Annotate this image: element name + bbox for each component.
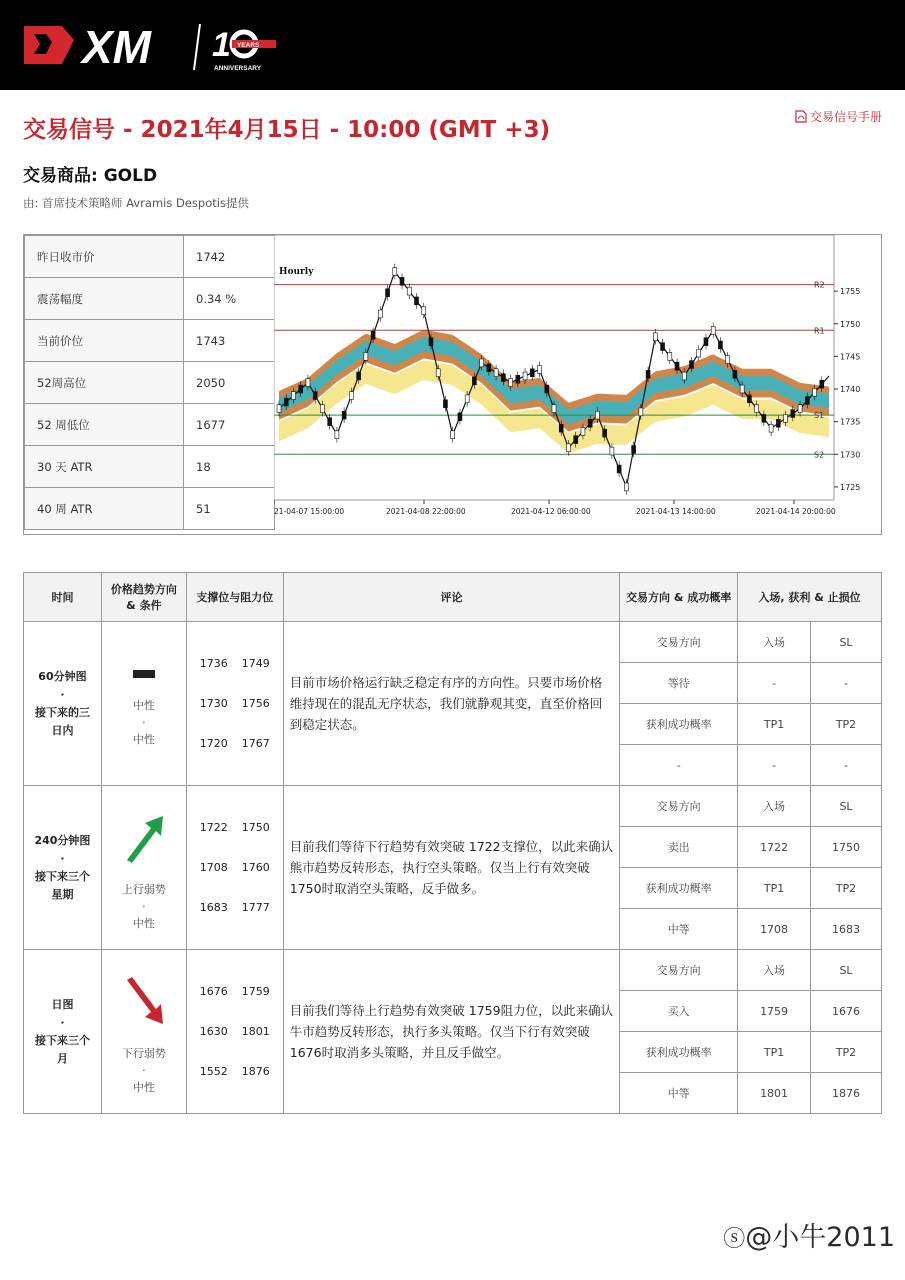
candle-body	[415, 297, 419, 305]
candle-body	[509, 379, 513, 387]
candle-body	[451, 431, 455, 439]
timeframe-line: 接下来三个	[34, 1033, 90, 1047]
stat-label: 震荡幅度	[25, 278, 184, 320]
trend-label: 中性	[132, 732, 155, 746]
candle-body	[617, 465, 621, 473]
signal-grid-cell: 等待	[620, 663, 738, 704]
levels-cell	[186, 622, 283, 786]
trend-label: ·	[142, 715, 146, 729]
signal-grid-cell: 入场	[738, 950, 811, 991]
x-tick-label: 2021-04-14 20:00:00	[756, 507, 836, 516]
candle-body	[776, 419, 780, 427]
support-level: 1676	[199, 984, 228, 998]
level-pair	[187, 808, 283, 848]
support-level: 1683	[199, 900, 228, 914]
candle-body	[697, 349, 701, 357]
stats-row	[25, 278, 275, 320]
candle-body	[422, 307, 426, 315]
header-trend: 价格趋势方向 & 条件	[101, 573, 186, 622]
watermark	[723, 1215, 895, 1254]
level-pair	[187, 644, 283, 684]
levels-cell	[186, 786, 283, 950]
candle-body	[813, 388, 817, 396]
page-title: 交易信号 - 2021年4月15日 - 10:00 (GMT +3)	[23, 117, 551, 143]
svg-text:1: 1	[212, 26, 231, 64]
signal-grid-cell: -	[811, 745, 882, 786]
trend-label: 中性	[132, 916, 155, 930]
candle-body	[595, 411, 599, 419]
candle-body	[805, 397, 809, 405]
level-pair	[187, 1012, 283, 1052]
hourly-chart	[274, 235, 881, 534]
level-pair	[187, 684, 283, 724]
comment-cell: 目前我们等待下行趋势有效突破 1722支撑位，以此来确认熊市趋势反转形态，执行空头策略。仅当上行有效突破1750时取消空头策略，反手做多。	[283, 786, 620, 950]
level-label-s2: S2	[814, 450, 825, 460]
resistance-level: 1759	[241, 984, 270, 998]
stat-label: 当前价位	[25, 320, 184, 362]
signal-grid-cell: 1722	[738, 827, 811, 868]
signal-grid-cell: -	[738, 745, 811, 786]
support-level: 1720	[199, 736, 228, 750]
signal-grid-cell: 1683	[811, 909, 882, 950]
signal-grid-cell: 入场	[738, 786, 811, 827]
levels-cell	[186, 950, 283, 1114]
candle-body	[733, 370, 737, 378]
candle-body	[277, 405, 281, 413]
candle-body	[313, 392, 317, 400]
signal-grid-cell: 交易方向	[620, 950, 738, 991]
signal-grid-cell: 中等	[620, 1073, 738, 1114]
candle-body	[487, 364, 491, 372]
timeframe-line: 接下来三个	[34, 869, 90, 883]
level-label-r1: R1	[814, 326, 825, 336]
stat-value: 0.34 %	[184, 278, 275, 320]
candle-body	[740, 385, 744, 393]
resistance-level: 1749	[241, 656, 270, 670]
y-tick-label: 1740	[840, 385, 861, 395]
stats-row	[25, 362, 275, 404]
signal-grid-cell: TP2	[811, 1032, 882, 1073]
signal-grid-cell: 获利成功概率	[620, 704, 738, 745]
trend-label: 下行弱势	[121, 1046, 166, 1060]
candle-body	[400, 277, 404, 285]
signal-grid-cell: 1759	[738, 991, 811, 1032]
candle-body	[566, 444, 570, 452]
header-levels: 支撑位与阻力位	[186, 573, 283, 622]
red-down-arrow-icon	[102, 976, 186, 1031]
candle-body	[552, 405, 556, 413]
candle-body	[646, 370, 650, 378]
candle-body	[711, 326, 715, 334]
signal-grid-cell: -	[811, 663, 882, 704]
resistance-level: 1756	[241, 696, 270, 710]
candle-body	[588, 419, 592, 427]
candle-body	[545, 385, 549, 393]
candle-body	[407, 287, 411, 295]
x-tick-label: 2021-04-12 06:00:00	[511, 507, 591, 516]
signal-row	[24, 786, 882, 827]
timeframe-cell	[24, 786, 102, 950]
timeframe-line: 240分钟图	[34, 833, 91, 847]
support-level: 1730	[199, 696, 228, 710]
candle-body	[349, 392, 353, 400]
signal-manual-label[interactable]: 交易信号手册	[809, 110, 882, 124]
candle-body	[378, 310, 382, 318]
resistance-level: 1750	[241, 820, 270, 834]
candle-body	[653, 333, 657, 341]
timeframe-cell	[24, 622, 102, 786]
level-pair	[187, 888, 283, 928]
candle-body	[436, 369, 440, 377]
timeframe-line: 接下来的三	[34, 705, 90, 719]
candle-body	[668, 352, 672, 360]
signal-row	[24, 622, 882, 663]
candle-body	[632, 445, 636, 453]
timeframe-line: 日内	[51, 723, 74, 737]
signal-manual-link[interactable]	[795, 108, 882, 125]
candle-body	[704, 338, 708, 346]
green-up-arrow-icon	[102, 812, 186, 867]
candle-body	[516, 375, 520, 383]
svg-text:ANNIVERSARY: ANNIVERSARY	[214, 65, 262, 72]
timeframe-line: 60分钟图	[38, 669, 87, 683]
signal-grid-cell: 1676	[811, 991, 882, 1032]
candle-body	[335, 431, 339, 439]
stat-value: 18	[184, 446, 275, 488]
candle-body	[718, 341, 722, 349]
support-level: 1736	[199, 656, 228, 670]
support-level: 1552	[199, 1064, 228, 1078]
timeframe-line: ·	[60, 687, 65, 701]
signal-grid-cell: 中等	[620, 909, 738, 950]
stat-value: 51	[184, 488, 275, 530]
level-pair	[187, 724, 283, 764]
chart-title: Hourly	[279, 267, 314, 277]
signal-grid-cell: TP1	[738, 704, 811, 745]
resistance-level: 1760	[241, 860, 270, 874]
candle-body	[820, 380, 824, 388]
candle-body	[371, 331, 375, 339]
header-entry: 入场, 获利 & 止损位	[738, 573, 882, 622]
hourly-chart-svg	[274, 235, 881, 534]
signal-grid-cell: TP2	[811, 704, 882, 745]
trend-cell	[101, 786, 186, 950]
signal-grid-cell: -	[620, 745, 738, 786]
comment-cell: 目前市场价格运行缺乏稳定有序的方向性。只要市场价格维持现在的混乱无序状态，我们就静观其变，直至价格回到稳定状态。	[283, 622, 620, 786]
stats-row	[25, 446, 275, 488]
stat-value: 1742	[184, 236, 275, 278]
candle-body	[494, 369, 498, 377]
stat-label: 昨日收市价	[25, 236, 184, 278]
candle-body	[624, 483, 628, 491]
x-tick-label: 2021-04-13 14:00:00	[636, 507, 716, 516]
signal-grid-cell: 入场	[738, 622, 811, 663]
candle-body	[581, 428, 585, 436]
header-direction: 交易方向 & 成功概率	[620, 573, 738, 622]
candle-body	[682, 372, 686, 380]
support-level: 1630	[199, 1024, 228, 1038]
timeframe-line: ·	[60, 851, 65, 865]
signal-grid-cell: 获利成功概率	[620, 868, 738, 909]
level-pair	[187, 972, 283, 1012]
stats-row	[25, 320, 275, 362]
level-label-r2: R2	[814, 280, 825, 290]
stat-label: 52周高位	[25, 362, 184, 404]
candle-body	[465, 395, 469, 403]
candle-body	[690, 361, 694, 369]
y-tick-label: 1735	[840, 417, 861, 427]
level-label-s1: S1	[814, 411, 825, 421]
weibo-icon: ⓢ	[723, 1227, 746, 1252]
candle-body	[458, 413, 462, 421]
candle-body	[472, 377, 476, 385]
candle-body	[755, 405, 759, 413]
signal-grid-cell: -	[738, 663, 811, 704]
candle-body	[784, 414, 788, 422]
resistance-level: 1801	[241, 1024, 270, 1038]
candle-body	[726, 356, 730, 364]
candle-body	[306, 379, 310, 387]
y-tick-label: 1745	[840, 352, 861, 362]
signal-grid-cell: 交易方向	[620, 786, 738, 827]
stat-label: 30 天 ATR	[25, 446, 184, 488]
candle-body	[357, 372, 361, 380]
signal-grid-cell: 1708	[738, 909, 811, 950]
candle-body	[675, 362, 679, 370]
resistance-level: 1876	[241, 1064, 270, 1078]
candle-body	[791, 410, 795, 418]
candle-body	[328, 418, 332, 426]
candle-body	[320, 405, 324, 413]
candle-body	[393, 268, 397, 276]
top-bar	[0, 0, 905, 90]
candle-body	[364, 352, 368, 360]
signal-grid-cell: 1750	[811, 827, 882, 868]
header-time: 时间	[24, 573, 102, 622]
svg-text:YEARS: YEARS	[237, 42, 260, 49]
level-pair	[187, 1052, 283, 1092]
flat-bar-icon	[102, 668, 186, 683]
instrument-title: 交易商品: GOLD	[23, 166, 158, 186]
candle-body	[342, 411, 346, 419]
trend-label: 中性	[132, 698, 155, 712]
stats-table	[24, 235, 275, 530]
candle-body	[574, 436, 578, 444]
candle-body	[386, 289, 390, 297]
svg-text:XM: XM	[82, 21, 151, 73]
y-tick-label: 1755	[840, 287, 861, 297]
timeframe-line: 月	[56, 1051, 68, 1065]
signal-grid-cell: SL	[811, 786, 882, 827]
candle-body	[559, 424, 563, 432]
trend-label: 中性	[132, 1080, 155, 1094]
y-tick-label: 1730	[840, 450, 861, 460]
trend-cell	[101, 950, 186, 1114]
watermark-text: @小牛2011	[745, 1222, 895, 1253]
trend-label: ·	[142, 899, 146, 913]
timeframe-line: 日图	[51, 997, 74, 1011]
pdf-icon	[795, 110, 807, 123]
candle-body	[523, 372, 527, 380]
candle-body	[443, 400, 447, 408]
signal-grid-cell: 1876	[811, 1073, 882, 1114]
resistance-level: 1767	[241, 736, 270, 750]
support-level: 1722	[199, 820, 228, 834]
signal-grid-cell: SL	[811, 950, 882, 991]
stat-value: 1677	[184, 404, 275, 446]
x-tick-label: 2021-04-08 22:00:00	[386, 507, 466, 516]
signal-grid-cell: TP1	[738, 1032, 811, 1073]
timeframe-line: ·	[60, 1015, 65, 1029]
comment-cell: 目前我们等待上行趋势有效突破 1759阻力位，以此来确认牛市趋势反转形态，执行多头策略。仅当下行有效突破1676时取消多头策略，并且反手做空。	[283, 950, 620, 1114]
candle-body	[501, 374, 505, 382]
header-comment: 评论	[283, 573, 620, 622]
author-line: 由: 首席技术策略师 Avramis Despotis提供	[23, 196, 249, 210]
candle-body	[762, 414, 766, 422]
signals-table	[23, 572, 882, 1114]
candle-body	[530, 369, 534, 377]
trend-label: ·	[142, 1063, 146, 1077]
candle-body	[603, 429, 607, 437]
stats-row	[25, 236, 275, 278]
candle-body	[429, 338, 433, 346]
timeframe-cell	[24, 950, 102, 1114]
candle-body	[299, 385, 303, 393]
candle-body	[480, 359, 484, 367]
timeframe-line: 星期	[51, 887, 74, 901]
stat-value: 1743	[184, 320, 275, 362]
signal-row	[24, 950, 882, 991]
trend-label: 上行弱势	[121, 882, 166, 896]
signal-grid-cell: TP1	[738, 868, 811, 909]
candle-body	[291, 392, 295, 400]
trend-cell	[101, 622, 186, 786]
y-tick-label: 1725	[840, 482, 861, 492]
stat-value: 2050	[184, 362, 275, 404]
support-level: 1708	[199, 860, 228, 874]
candle-body	[661, 343, 665, 351]
signal-grid-cell: 买入	[620, 991, 738, 1032]
xm-logo	[22, 20, 282, 75]
x-tick-label: 21-04-07 15:00:00	[274, 507, 345, 516]
candle-body	[284, 398, 288, 406]
signal-grid-cell: 获利成功概率	[620, 1032, 738, 1073]
signal-grid-cell: 交易方向	[620, 622, 738, 663]
level-pair	[187, 848, 283, 888]
stats-row	[25, 404, 275, 446]
stat-label: 52 周低位	[25, 404, 184, 446]
signal-grid-cell: 1801	[738, 1073, 811, 1114]
candle-body	[769, 424, 773, 432]
y-tick-label: 1750	[840, 319, 861, 329]
resistance-level: 1777	[241, 900, 270, 914]
signal-grid-cell: 卖出	[620, 827, 738, 868]
candle-body	[747, 395, 751, 403]
signal-grid-cell: TP2	[811, 868, 882, 909]
signal-grid-cell: SL	[811, 622, 882, 663]
market-stats-panel	[23, 234, 882, 535]
candle-body	[639, 408, 643, 416]
stats-row	[25, 488, 275, 530]
signals-header-row	[24, 573, 882, 622]
candle-body	[610, 447, 614, 455]
candle-body	[798, 405, 802, 413]
candle-body	[538, 366, 542, 374]
stat-label: 40 周 ATR	[25, 488, 184, 530]
